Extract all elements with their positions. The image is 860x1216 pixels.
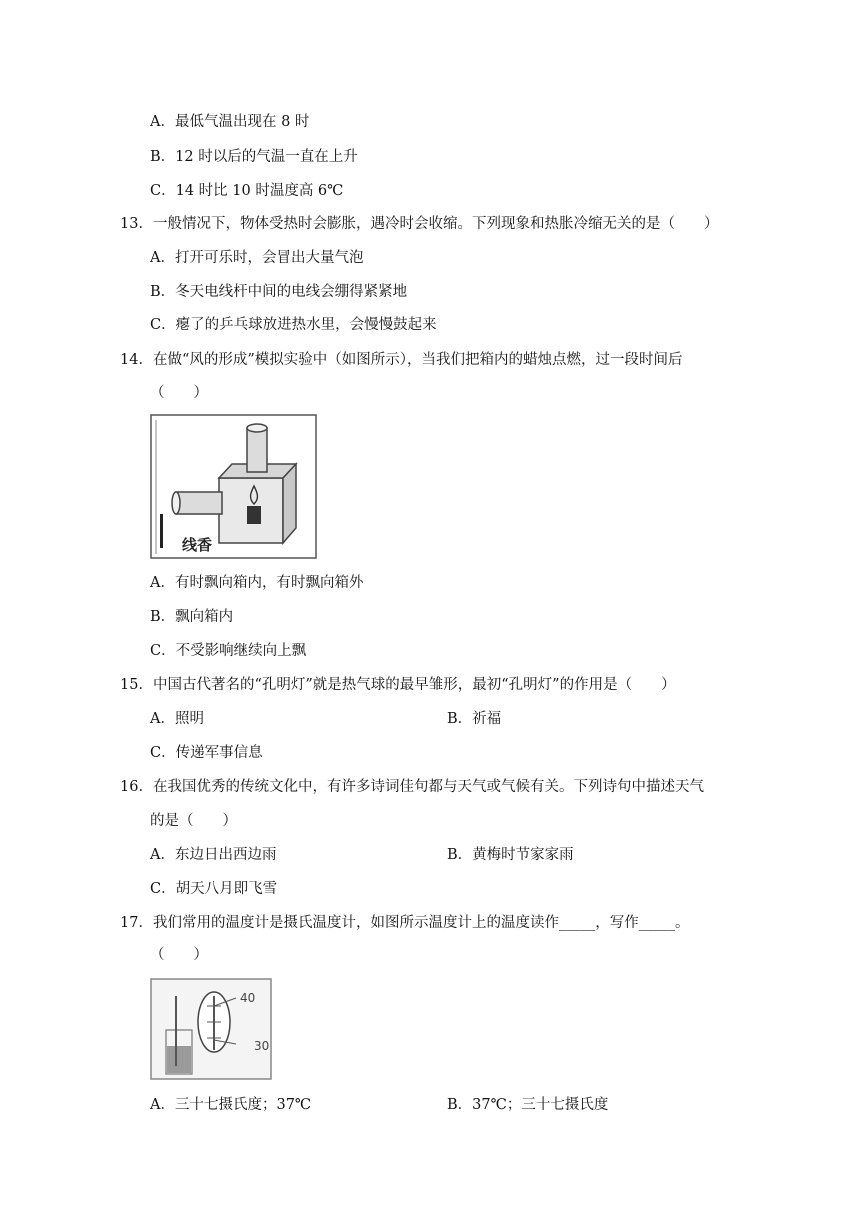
q17-option-b: B．37℃；三十七摄氏度 (447, 1097, 609, 1113)
q13-option-c: C．瘪了的乒乓球放进热水里，会慢慢鼓起来 (150, 317, 437, 333)
q14-stem: 14．在做“风的形成”模拟实验中（如图所示），当我们把箱内的蜡烛点燃，过一段时间后 (120, 352, 683, 368)
q14-option-a: A．有时飘向箱内，有时飘向箱外 (150, 575, 364, 591)
q15-option-a: A．照明 (150, 711, 204, 727)
label-40: 40 (240, 991, 256, 1005)
wind-experiment-figure (150, 414, 318, 560)
q16-option-b: B．黄梅时节家家雨 (447, 847, 574, 863)
q17-answer-paren: （ ） (150, 947, 208, 963)
incense-label: 线香 (182, 536, 213, 554)
q17-stem: 17．我们常用的温度计是摄氏温度计，如图所示温度计上的温度读作_____，写作_____。 (120, 915, 690, 931)
q15-option-b: B．祈福 (447, 711, 502, 727)
q13-stem: 13．一般情况下，物体受热时会膨胀，遇冷时会收缩。下列现象和热胀冷缩无关的是（ ） (120, 216, 719, 232)
beaker-liquid (167, 1046, 191, 1073)
q16-option-c: C．胡天八月即飞雪 (150, 881, 278, 897)
box-side (283, 464, 296, 543)
q14-answer-paren: （ ） (150, 385, 208, 401)
q12-option-c: C．14 时比 10 时温度高 6℃ (150, 183, 344, 199)
q16-stem: 16．在我国优秀的传统文化中，有许多诗词佳句都与天气或气候有关。下列诗句中描述天气 (120, 779, 704, 795)
q15-option-c: C．传递军事信息 (150, 745, 263, 761)
thermometer-figure (150, 978, 272, 1080)
incense-stick (160, 514, 163, 548)
q16-stem-continued: 的是（ ） (150, 813, 237, 829)
q13-option-b: B．冬天电线杆中间的电线会绷得紧紧地 (150, 284, 408, 300)
label-30: 30 (254, 1039, 270, 1053)
q12-option-a: A．最低气温出现在 8 时 (150, 114, 310, 130)
q14-option-b: B．飘向箱内 (150, 609, 234, 625)
q15-stem: 15．中国古代著名的“孔明灯”就是热气球的最早雏形，最初“孔明灯”的作用是（ ） (120, 677, 676, 693)
candle (247, 506, 261, 524)
q16-option-a: A．东边日出西边雨 (150, 847, 277, 863)
q14-option-c: C．不受影响继续向上飘 (150, 643, 307, 659)
chimney-top (247, 428, 267, 472)
q17-option-a: A．三十七摄氏度；37℃ (150, 1097, 312, 1113)
q12-option-b: B．12 时以后的气温一直在上升 (150, 149, 358, 165)
chimney-side (176, 492, 222, 514)
q13-option-a: A．打开可乐时，会冒出大量气泡 (150, 250, 364, 266)
